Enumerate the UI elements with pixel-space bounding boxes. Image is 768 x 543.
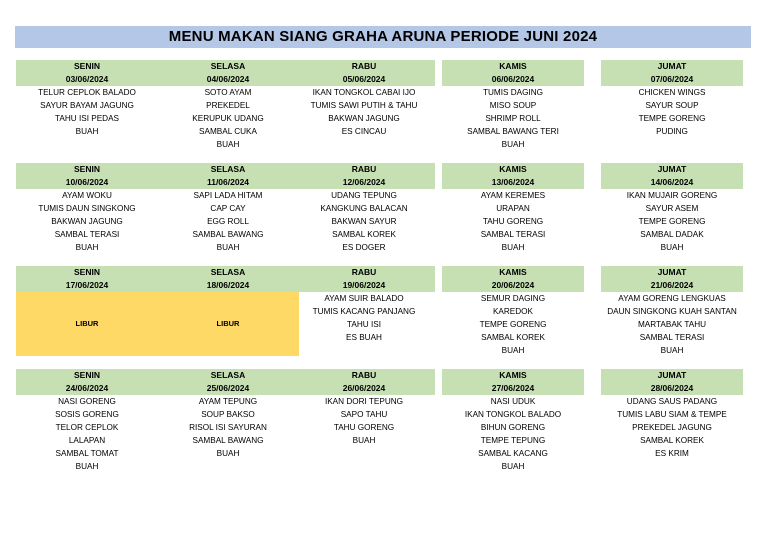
menu-list bbox=[157, 189, 299, 254]
menu-list bbox=[16, 189, 158, 254]
menu-item: BAKWAN JAGUNG bbox=[328, 114, 400, 123]
menu-item: BUAH bbox=[216, 243, 240, 252]
day-cell bbox=[442, 266, 584, 357]
day-date: 04/06/2024 bbox=[206, 74, 250, 84]
day-cell bbox=[601, 369, 743, 460]
day-name: RABU bbox=[351, 61, 377, 71]
menu-item: SEMUR DAGING bbox=[480, 294, 546, 303]
menu-item: BAKWAN JAGUNG bbox=[51, 217, 123, 226]
day-cell bbox=[157, 266, 299, 356]
menu-item: BUAH bbox=[216, 449, 240, 458]
menu-item: TEMPE GORENG bbox=[479, 320, 547, 329]
menu-item: EGG ROLL bbox=[207, 217, 249, 226]
menu-item: TAHU GORENG bbox=[482, 217, 544, 226]
menu-list bbox=[157, 395, 299, 460]
day-name: RABU bbox=[351, 267, 377, 277]
day-name: SELASA bbox=[210, 61, 246, 71]
menu-item: CAP CAY bbox=[210, 204, 246, 213]
menu-item: NASI UDUK bbox=[490, 397, 536, 406]
menu-list bbox=[601, 395, 743, 460]
day-date: 26/06/2024 bbox=[342, 383, 386, 393]
day-name: JUMAT bbox=[657, 61, 687, 71]
menu-item: DAUN SINGKONG KUAH SANTAN bbox=[607, 307, 737, 316]
menu-item: BUAH bbox=[501, 243, 525, 252]
menu-item: KERUPUK UDANG bbox=[192, 114, 264, 123]
day-cell bbox=[293, 266, 435, 344]
menu-item: TAHU GORENG bbox=[333, 423, 395, 432]
menu-item: AYAM GORENG LENGKUAS bbox=[618, 294, 726, 303]
menu-item: SAYUR BAYAM JAGUNG bbox=[40, 101, 134, 110]
day-header bbox=[157, 266, 299, 292]
day-name: KAMIS bbox=[499, 61, 527, 71]
menu-item: SAMBAL TOMAT bbox=[55, 449, 119, 458]
day-name: KAMIS bbox=[499, 370, 527, 380]
day-name: JUMAT bbox=[657, 370, 687, 380]
day-date: 18/06/2024 bbox=[206, 280, 250, 290]
day-date: 17/06/2024 bbox=[65, 280, 109, 290]
day-cell bbox=[16, 163, 158, 254]
menu-item: TELOR CEPLOK bbox=[55, 423, 119, 432]
menu-item: SOUP BAKSO bbox=[201, 410, 255, 419]
menu-item: SAPI LADA HITAM bbox=[193, 191, 263, 200]
day-cell bbox=[442, 60, 584, 151]
day-name: SENIN bbox=[74, 164, 100, 174]
menu-item: LALAPAN bbox=[68, 436, 106, 445]
day-cell bbox=[293, 163, 435, 254]
menu-item: CHICKEN WINGS bbox=[638, 88, 706, 97]
day-date: 10/06/2024 bbox=[65, 177, 109, 187]
menu-item: SAYUR SOUP bbox=[645, 101, 699, 110]
day-name: SENIN bbox=[74, 267, 100, 277]
day-cell bbox=[293, 369, 435, 447]
day-header bbox=[293, 60, 435, 86]
menu-item: BUAH bbox=[75, 127, 99, 136]
page-title: MENU MAKAN SIANG GRAHA ARUNA PERIODE JUNI 2024 bbox=[15, 26, 751, 48]
menu-list bbox=[293, 86, 435, 138]
day-cell bbox=[601, 266, 743, 357]
menu-item: SAMBAL TERASI bbox=[54, 230, 120, 239]
menu-item: KANGKUNG BALACAN bbox=[320, 204, 408, 213]
menu-item: SAYUR ASEM bbox=[645, 204, 699, 213]
day-cell bbox=[16, 369, 158, 473]
menu-item: AYAM TEPUNG bbox=[198, 397, 258, 406]
day-cell bbox=[293, 60, 435, 138]
day-date: 28/06/2024 bbox=[650, 383, 694, 393]
menu-item: TEMPE GORENG bbox=[638, 217, 706, 226]
day-date: 14/06/2024 bbox=[650, 177, 694, 187]
menu-item: TEMPE GORENG bbox=[638, 114, 706, 123]
menu-item: IKAN TONGKOL BALADO bbox=[464, 410, 562, 419]
menu-item: UDANG TEPUNG bbox=[331, 191, 397, 200]
day-name: KAMIS bbox=[499, 164, 527, 174]
menu-item: ES KRIM bbox=[655, 449, 689, 458]
menu-item: IKAN MUJAIR GORENG bbox=[626, 191, 718, 200]
day-name: SELASA bbox=[210, 164, 246, 174]
menu-list bbox=[442, 395, 584, 473]
day-cell bbox=[157, 369, 299, 460]
day-header bbox=[157, 60, 299, 86]
menu-item: BUAH bbox=[75, 462, 99, 471]
menu-item: SAMBAL KOREK bbox=[332, 230, 396, 239]
day-name: RABU bbox=[351, 164, 377, 174]
day-date: 20/06/2024 bbox=[491, 280, 535, 290]
day-header bbox=[442, 266, 584, 292]
day-header bbox=[16, 163, 158, 189]
day-name: SENIN bbox=[74, 370, 100, 380]
day-header bbox=[157, 163, 299, 189]
day-cell bbox=[601, 60, 743, 138]
day-date: 21/06/2024 bbox=[650, 280, 694, 290]
day-name: SELASA bbox=[210, 370, 246, 380]
menu-item: BUAH bbox=[216, 140, 240, 149]
day-date: 19/06/2024 bbox=[342, 280, 386, 290]
menu-item: PUDING bbox=[656, 127, 688, 136]
menu-item: SAMBAL KACANG bbox=[478, 449, 548, 458]
menu-item: TAHU ISI PEDAS bbox=[55, 114, 119, 123]
day-date: 06/06/2024 bbox=[491, 74, 535, 84]
day-name: JUMAT bbox=[657, 164, 687, 174]
menu-item: IKAN TONGKOL CABAI IJO bbox=[312, 88, 416, 97]
day-date: 25/06/2024 bbox=[206, 383, 250, 393]
menu-item: BIHUN GORENG bbox=[480, 423, 546, 432]
menu-item: SAMBAL BAWANG bbox=[192, 230, 264, 239]
day-header bbox=[601, 163, 743, 189]
day-header bbox=[293, 266, 435, 292]
day-cell bbox=[157, 163, 299, 254]
menu-item: TELUR CEPLOK BALADO bbox=[38, 88, 136, 97]
menu-item: BUAH bbox=[501, 462, 525, 471]
menu-item: BAKWAN SAYUR bbox=[331, 217, 397, 226]
menu-item: KAREDOK bbox=[492, 307, 534, 316]
day-header bbox=[293, 369, 435, 395]
day-name: SENIN bbox=[74, 61, 100, 71]
menu-list bbox=[442, 189, 584, 254]
menu-list bbox=[16, 395, 158, 473]
menu-item: BUAH bbox=[660, 243, 684, 252]
menu-item: TAHU ISI bbox=[347, 320, 381, 329]
day-header bbox=[157, 369, 299, 395]
menu-item: MISO SOUP bbox=[489, 101, 537, 110]
menu-item: TUMIS LABU SIAM & TEMPE bbox=[617, 410, 727, 419]
menu-item: PREKEDEL bbox=[206, 101, 250, 110]
menu-item: NASI GORENG bbox=[58, 397, 116, 406]
menu-item: ES DOGER bbox=[342, 243, 386, 252]
menu-item: BUAH bbox=[501, 346, 525, 355]
menu-item: SOSIS GORENG bbox=[55, 410, 119, 419]
day-header bbox=[16, 60, 158, 86]
menu-list bbox=[601, 189, 743, 254]
menu-list bbox=[293, 395, 435, 447]
menu-item: AYAM SUIR BALADO bbox=[324, 294, 404, 303]
menu-item: RISOL ISI SAYURAN bbox=[189, 423, 267, 432]
menu-item: SAMBAL CUKA bbox=[199, 127, 257, 136]
menu-list bbox=[16, 86, 158, 138]
day-cell bbox=[16, 266, 158, 356]
menu-item: SAMBAL KOREK bbox=[481, 333, 545, 342]
day-header bbox=[442, 163, 584, 189]
menu-item: ES BUAH bbox=[346, 333, 382, 342]
day-date: 27/06/2024 bbox=[491, 383, 535, 393]
menu-item: TUMIS DAGING bbox=[482, 88, 544, 97]
day-date: 24/06/2024 bbox=[65, 383, 109, 393]
holiday-label: LIBUR bbox=[16, 292, 158, 356]
day-header bbox=[16, 369, 158, 395]
menu-item: SAMBAL DADAK bbox=[640, 230, 704, 239]
menu-list bbox=[442, 292, 584, 357]
menu-list bbox=[157, 86, 299, 151]
day-date: 12/06/2024 bbox=[342, 177, 386, 187]
day-date: 03/06/2024 bbox=[65, 74, 109, 84]
day-header bbox=[16, 266, 158, 292]
menu-item: TUMIS SAWI PUTIH & TAHU bbox=[310, 101, 418, 110]
menu-item: BUAH bbox=[352, 436, 376, 445]
menu-list bbox=[601, 292, 743, 357]
day-date: 05/06/2024 bbox=[342, 74, 386, 84]
day-cell bbox=[442, 369, 584, 473]
menu-item: BUAH bbox=[501, 140, 525, 149]
day-cell bbox=[157, 60, 299, 151]
menu-list bbox=[442, 86, 584, 151]
menu-list bbox=[601, 86, 743, 138]
day-name: SELASA bbox=[210, 267, 246, 277]
day-cell bbox=[442, 163, 584, 254]
menu-item: TUMIS DAUN SINGKONG bbox=[38, 204, 136, 213]
menu-item: AYAM KEREMES bbox=[480, 191, 546, 200]
day-header bbox=[293, 163, 435, 189]
menu-item: SAMBAL KOREK bbox=[640, 436, 704, 445]
menu-list bbox=[293, 189, 435, 254]
day-date: 11/06/2024 bbox=[206, 177, 250, 187]
menu-item: MARTABAK TAHU bbox=[637, 320, 707, 329]
menu-item: SAMBAL TERASI bbox=[639, 333, 705, 342]
menu-item: SOTO AYAM bbox=[204, 88, 252, 97]
menu-list bbox=[293, 292, 435, 344]
menu-item: SAMBAL TERASI bbox=[480, 230, 546, 239]
menu-item: UDANG SAUS PADANG bbox=[626, 397, 718, 406]
day-name: JUMAT bbox=[657, 267, 687, 277]
day-header bbox=[601, 369, 743, 395]
menu-item: IKAN DORI TEPUNG bbox=[324, 397, 404, 406]
day-header bbox=[601, 266, 743, 292]
menu-item: BUAH bbox=[660, 346, 684, 355]
day-cell bbox=[601, 163, 743, 254]
day-header bbox=[442, 369, 584, 395]
day-cell bbox=[16, 60, 158, 138]
menu-item: URAPAN bbox=[496, 204, 530, 213]
day-name: RABU bbox=[351, 370, 377, 380]
holiday-label: LIBUR bbox=[157, 292, 299, 356]
menu-item: ES CINCAU bbox=[341, 127, 387, 136]
day-header bbox=[601, 60, 743, 86]
menu-item: AYAM WOKU bbox=[62, 191, 112, 200]
menu-item: SAMBAL BAWANG bbox=[192, 436, 264, 445]
day-name: KAMIS bbox=[499, 267, 527, 277]
day-date: 13/06/2024 bbox=[491, 177, 535, 187]
menu-item: PREKEDEL JAGUNG bbox=[632, 423, 712, 432]
menu-item: TEMPE TEPUNG bbox=[480, 436, 546, 445]
menu-item: SAMBAL BAWANG TERI bbox=[467, 127, 559, 136]
day-date: 07/06/2024 bbox=[650, 74, 694, 84]
day-header bbox=[442, 60, 584, 86]
menu-item: SHRIMP ROLL bbox=[485, 114, 541, 123]
menu-item: SAPO TAHU bbox=[340, 410, 388, 419]
menu-item: TUMIS KACANG PANJANG bbox=[312, 307, 416, 316]
menu-item: BUAH bbox=[75, 243, 99, 252]
